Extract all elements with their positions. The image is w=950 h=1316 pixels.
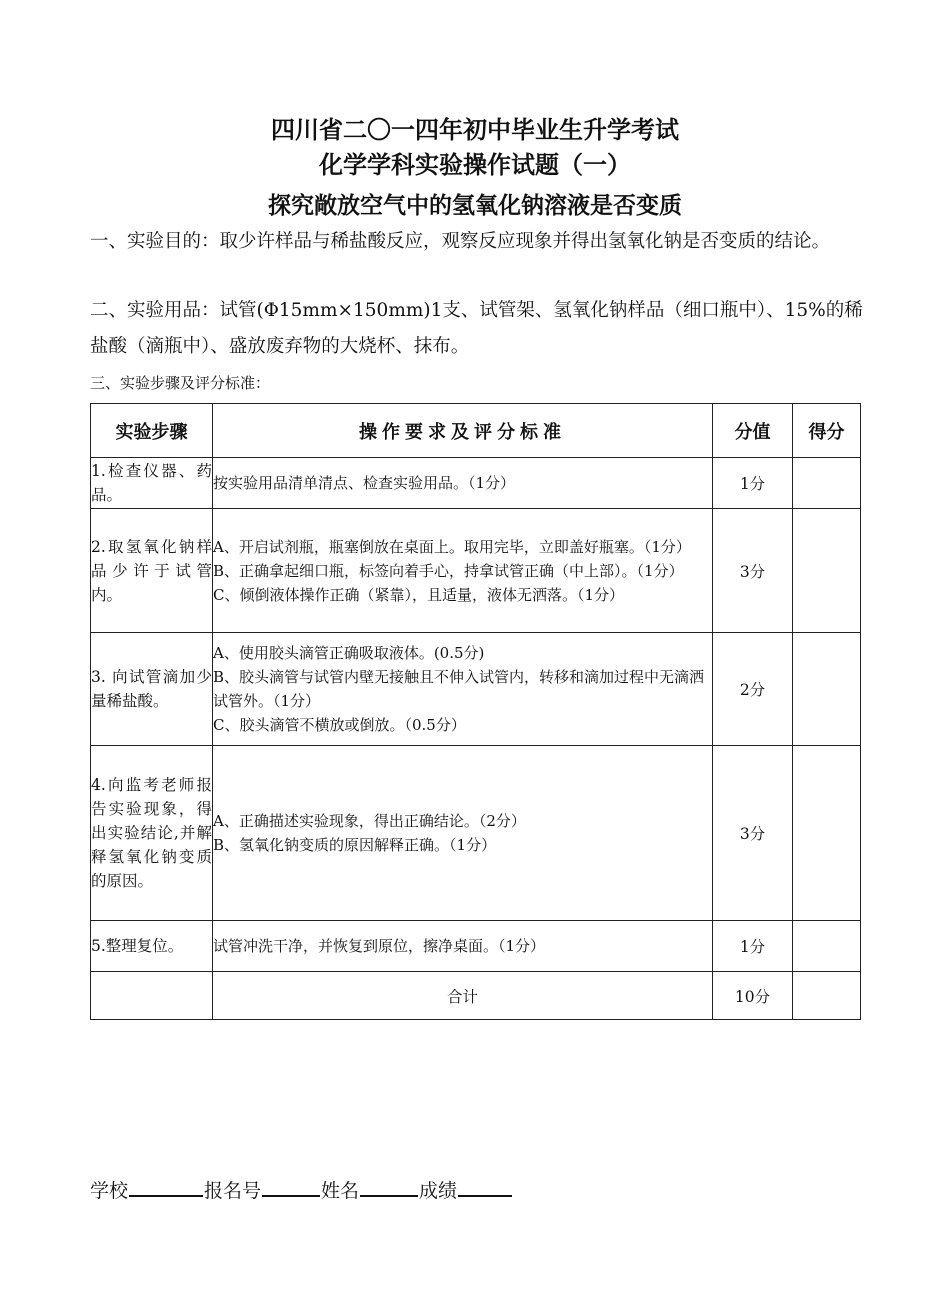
- header-requirements: 操作要求及评分标准: [213, 404, 713, 458]
- table-row: [91, 458, 861, 509]
- purpose-paragraph: 一、实验目的：取少许样品与稀盐酸反应，观察反应现象并得出氢氧化钠是否变质的结论。: [90, 231, 831, 252]
- table-row: [91, 509, 861, 633]
- earned-score-cell[interactable]: [793, 746, 861, 921]
- table-header-row: [91, 404, 861, 458]
- total-label: 合计: [213, 972, 713, 1020]
- requirements-cell: [213, 921, 713, 972]
- score-cell: 1分: [713, 921, 793, 972]
- requirement-line: B、胶头滴管与试管内壁无接触且不伸入试管内，转移和滴加过程中无滴洒试管外。（1分）: [213, 668, 705, 710]
- requirements-cell: [213, 746, 713, 921]
- score-cell: 3分: [713, 509, 793, 633]
- name-label: 姓名: [321, 1180, 360, 1202]
- table-row: [91, 633, 861, 746]
- requirements-cell: [213, 509, 713, 633]
- step-cell: 4.向监考老师报告实验现象，得出实验结论,并解释氢氧化钠变质的原因。: [91, 746, 213, 921]
- step-cell: 2.取氢氧化钠样品少许于试管内。: [91, 509, 213, 633]
- requirement-line: A、正确描述实验现象，得出正确结论。（2分）: [213, 812, 526, 830]
- grade-label: 成绩: [419, 1180, 458, 1202]
- requirements-cell: [213, 458, 713, 509]
- total-row: [91, 972, 861, 1020]
- total-earned-cell[interactable]: [793, 972, 861, 1020]
- requirements-cell: [213, 633, 713, 746]
- requirement-line: A、开启试剂瓶，瓶塞倒放在桌面上。取用完毕，立即盖好瓶塞。（1分）: [213, 537, 691, 556]
- score-cell: 1分: [713, 458, 793, 509]
- header-score: 分值: [713, 404, 793, 458]
- school-label: 学校: [90, 1180, 129, 1202]
- total-score: 10分: [713, 972, 793, 1020]
- page-title-line1: 四川省二〇一四年初中毕业生升学考试: [271, 116, 679, 144]
- registration-number-blank[interactable]: [262, 1175, 320, 1197]
- requirement-line: B、氢氧化钠变质的原因解释正确。（1分）: [213, 836, 497, 854]
- page-title-line2: 化学学科实验操作试题（一）: [319, 151, 631, 179]
- earned-score-cell[interactable]: [793, 921, 861, 972]
- requirement-line: C、胶头滴管不横放或倒放。（0.5分）: [213, 716, 466, 734]
- requirement-line: C、倾倒液体操作正确（紧靠），且适量，液体无洒落。（1分）: [213, 585, 625, 604]
- requirement-line: A、使用胶头滴管正确吸取液体。(0.5分): [213, 644, 485, 662]
- school-blank[interactable]: [129, 1175, 203, 1197]
- name-blank[interactable]: [360, 1175, 418, 1197]
- earned-score-cell[interactable]: [793, 458, 861, 509]
- header-step: 实验步骤: [91, 404, 213, 458]
- requirement-line: 试管冲洗干净，并恢复到原位，擦净桌面。（1分）: [213, 937, 546, 955]
- table-row: [91, 746, 861, 921]
- table-row: [91, 921, 861, 972]
- step-cell: 5.整理复位。: [91, 921, 213, 972]
- scoring-table: [90, 403, 861, 1020]
- steps-heading: 三、实验步骤及评分标准：: [90, 374, 271, 392]
- score-cell: 3分: [713, 746, 793, 921]
- materials-paragraph: 二、实验用品：试管(Φ15mm×150mm)1支、试管架、氢氧化钠样品（细口瓶中）、15%的稀盐酸（滴瓶中）、盛放废弃物的大烧杯、抹布。: [90, 300, 863, 357]
- requirement-line: B、正确拿起细口瓶，标签向着手心，持拿试管正确（中上部）。（1分）: [213, 561, 684, 580]
- grade-blank[interactable]: [458, 1175, 512, 1197]
- header-earned: 得分: [793, 404, 861, 458]
- requirement-line: 按实验用品清单清点、检查实验用品。（1分）: [213, 474, 516, 492]
- step-cell: 3. 向试管滴加少量稀盐酸。: [91, 633, 213, 746]
- earned-score-cell[interactable]: [793, 509, 861, 633]
- score-cell: 2分: [713, 633, 793, 746]
- registration-number-label: 报名号: [204, 1180, 262, 1202]
- candidate-info-line: [90, 1175, 513, 1206]
- total-empty-cell: [91, 972, 213, 1020]
- earned-score-cell[interactable]: [793, 633, 861, 746]
- step-cell: 1.检查仪器、药品。: [91, 458, 213, 509]
- page-subtitle: 探究敞放空气中的氢氧化钠溶液是否变质: [268, 193, 682, 219]
